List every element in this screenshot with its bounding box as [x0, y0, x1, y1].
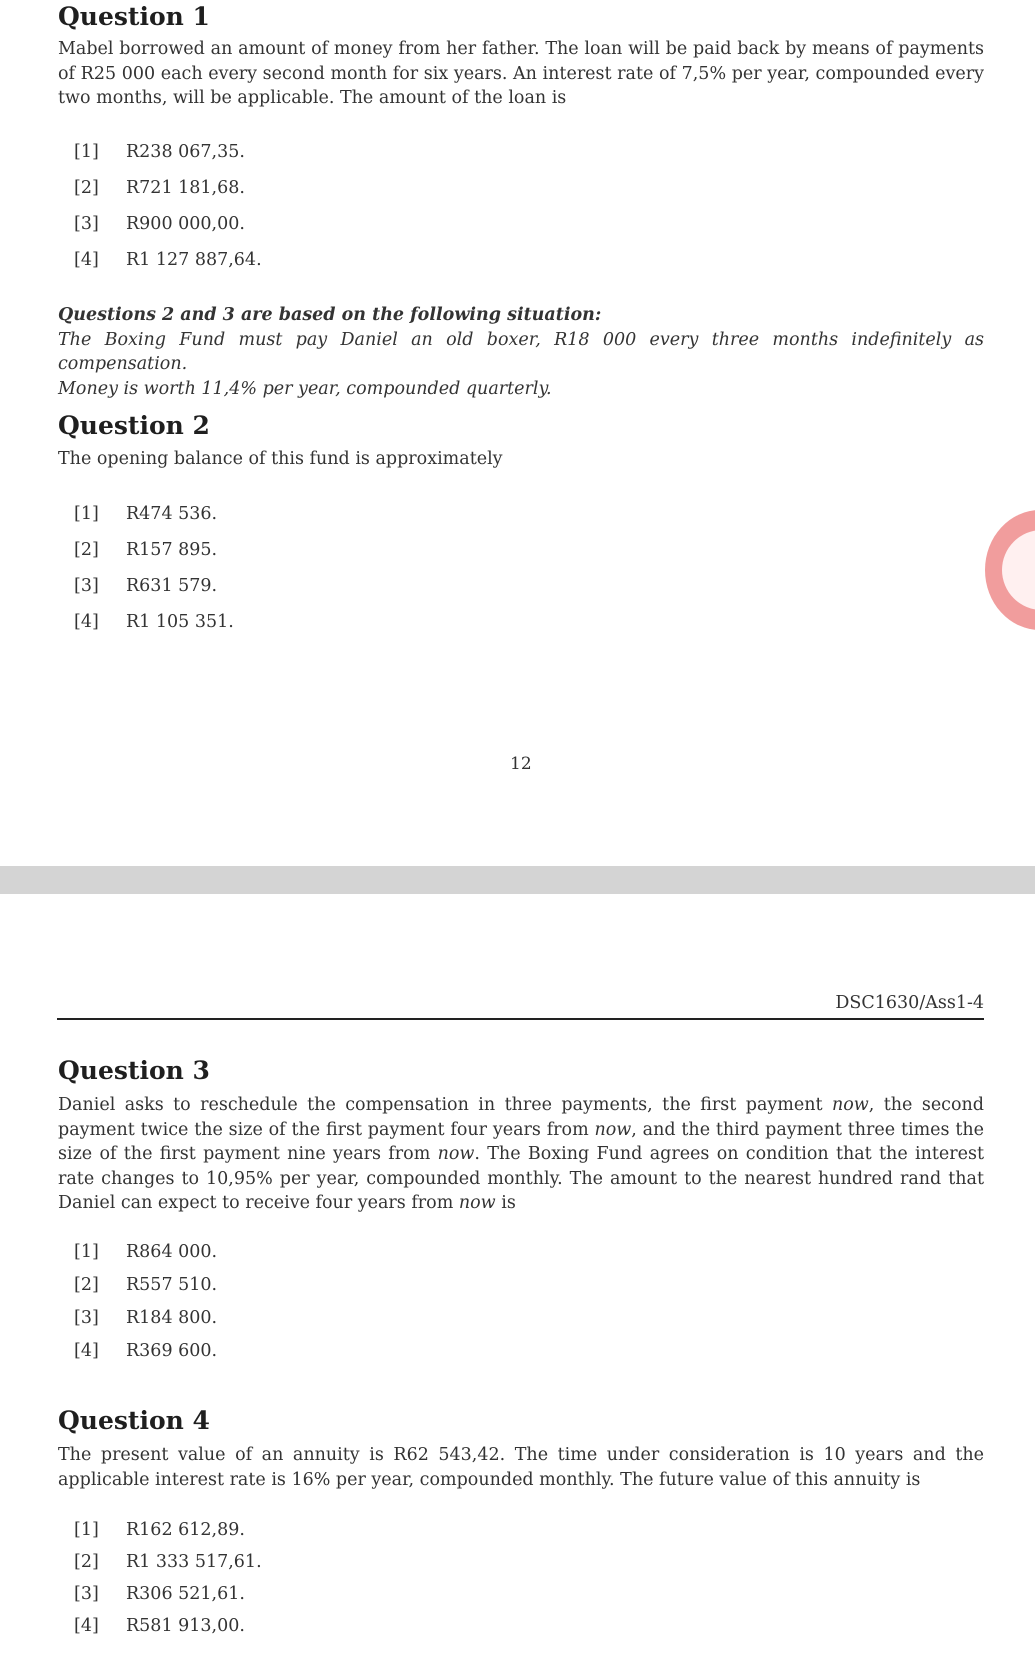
question-4-text	[58, 1443, 984, 1492]
q3-text: is	[495, 1193, 516, 1213]
situation-line: The Boxing Fund must pay Daniel an old boxer, R18 000 every three months indefinitely as compensation.	[58, 329, 984, 374]
option-value: R1 105 351.	[126, 612, 234, 632]
q3-text: , the second payment	[58, 1095, 984, 1140]
option-value: R1 127 887,64.	[126, 250, 262, 270]
q3-text: Daniel asks to reschedule the compensation in three payments, the first payment	[58, 1095, 832, 1115]
option-value: R157 895.	[126, 540, 218, 560]
option-value: R581 913,00.	[126, 1616, 245, 1636]
q4-option-2	[74, 1550, 262, 1574]
document-code: DSC1630/Ass1-4	[835, 993, 984, 1013]
option-number: [4]	[74, 1341, 99, 1361]
question-1-title: Question 1	[58, 2, 210, 31]
option-value: R721 181,68.	[126, 178, 245, 198]
question-2-text: The opening balance of this fund is approximately	[58, 449, 503, 469]
option-number: [1]	[74, 142, 99, 162]
question-1-text	[58, 37, 984, 111]
q3-option-1	[74, 1240, 217, 1264]
option-value: R306 521,61.	[126, 1584, 245, 1604]
q1-option-4	[74, 248, 262, 272]
situation-line: Money is worth 11,4% per year, compounded quarterly.	[58, 378, 552, 399]
situation-heading: Questions 2 and 3 are based on the following situation:	[58, 305, 602, 325]
question-2-title: Question 2	[58, 411, 210, 440]
q1-option-3	[74, 212, 245, 236]
q3-text: . The Boxing Fund agrees on condition that the interest rate changes to	[58, 1144, 984, 1189]
q1-line: Mabel borrowed an amount of money from her father. The loan will be paid back by means of payments of	[58, 39, 984, 84]
q3-text: , and the third payment three times the size of the	[58, 1119, 984, 1164]
q4-line: interest rate is 16% per year, compounded monthly. The future value of this annuity is	[155, 1469, 921, 1490]
option-number: [4]	[74, 250, 99, 270]
q3-now: now	[831, 1095, 869, 1115]
q2-option-4	[74, 610, 234, 634]
q3-text: first payment nine years from	[159, 1144, 438, 1164]
page-separator	[0, 866, 1035, 894]
q3-now: now	[594, 1119, 632, 1140]
option-number: [1]	[74, 1242, 99, 1262]
option-value: R184 800.	[126, 1308, 218, 1328]
q3-option-4	[74, 1339, 217, 1363]
option-number: [2]	[74, 540, 99, 560]
option-value: R369 600.	[126, 1341, 218, 1361]
q1-option-2	[74, 176, 245, 200]
option-value: R631 579.	[126, 576, 218, 596]
option-value: R474 536.	[126, 504, 218, 524]
q4-option-4	[74, 1614, 245, 1638]
q3-text: twice the size of the first payment four years from	[140, 1119, 595, 1140]
q2-option-1	[74, 502, 217, 526]
q2-option-2	[74, 538, 217, 562]
option-number: [1]	[74, 1520, 99, 1540]
q4-option-3	[74, 1582, 245, 1606]
q4-line: The present value of an annuity is R62 543,42. The time under consideration is 10 years and the applicable	[58, 1445, 984, 1490]
option-value: R864 000.	[126, 1242, 218, 1262]
q3-now: now	[437, 1144, 475, 1164]
q3-option-3	[74, 1306, 217, 1330]
q1-line: months, will be applicable. The amount of the loan is	[96, 88, 567, 108]
q2-option-3	[74, 574, 217, 598]
q3-text: 10,95% per year, compounded monthly. The amount to the nearest hundred rand that Daniel can expect to	[58, 1168, 984, 1213]
option-value: R162 612,89.	[126, 1520, 245, 1540]
option-value: R1 333 517,61.	[126, 1552, 262, 1572]
q4-option-1	[74, 1518, 245, 1542]
option-number: [3]	[74, 1584, 99, 1604]
option-number: [4]	[74, 1616, 99, 1636]
q1-option-1	[74, 140, 245, 164]
option-number: [4]	[74, 612, 99, 632]
question-3-title: Question 3	[58, 1056, 210, 1085]
page-number: 12	[510, 754, 532, 774]
option-number: [2]	[74, 178, 99, 198]
header-rule	[57, 1018, 984, 1020]
q1-line: R25 000 each every second month for six years. An interest rate of 7,5% per year, compounded every two	[58, 63, 984, 108]
option-number: [3]	[74, 214, 99, 234]
question-4-title: Question 4	[58, 1406, 210, 1435]
q3-text: receive four years from	[245, 1193, 459, 1213]
situation-block	[58, 303, 984, 401]
question-3-text	[58, 1093, 984, 1216]
q3-option-2	[74, 1273, 217, 1297]
option-value: R900 000,00.	[126, 214, 245, 234]
option-number: [2]	[74, 1275, 99, 1295]
option-value: R238 067,35.	[126, 142, 245, 162]
option-number: [2]	[74, 1552, 99, 1572]
option-number: [3]	[74, 576, 99, 596]
option-number: [1]	[74, 504, 99, 524]
option-value: R557 510.	[126, 1275, 218, 1295]
q3-now: now	[458, 1193, 496, 1213]
option-number: [3]	[74, 1308, 99, 1328]
